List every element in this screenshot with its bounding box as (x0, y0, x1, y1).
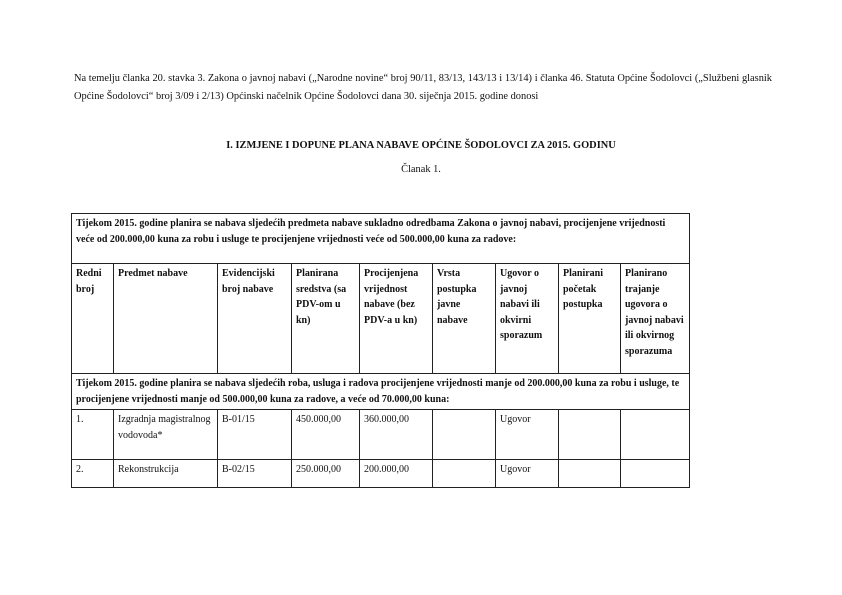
header-cell: Planirano trajanje ugovora o javnoj nabavi ili okvirnog sporazuma (621, 264, 690, 374)
header-cell: Redni broj (72, 264, 114, 374)
section-heading-above-threshold: Tijekom 2015. godine planira se nabava sljedećih predmeta nabave sukladno odredbama Zakona o javnoj nabavi, procijenjene vrijednosti veće od 200.000,00 kuna za robu i usluge te procijenjene vrijednosti veće od 500.000,00 kuna za radove: (72, 214, 690, 264)
table-cell: B-01/15 (218, 410, 292, 460)
table-row (72, 410, 690, 460)
procurement-plan-table (71, 213, 690, 488)
header-cell: Ugovor o javnoj nabavi ili okvirni sporazum (496, 264, 559, 374)
table-cell (559, 460, 621, 488)
intro-paragraph: Na temelju članka 20. stavka 3. Zakona o javnoj nabavi („Narodne novine“ broj 90/11, 83/13, 143/13 i 13/14) i članka 46. Statuta Općine Šodolovci („Službeni glasnik Općine Šodolovci“ broj 3/09 i 2/13) Općinski načelnik Općine Šodolovci dana 30. siječnja 2015. godine donosi (74, 73, 772, 102)
section-heading-below-threshold: Tijekom 2015. godine planira se nabava sljedećih roba, usluga i radova procijenjene vrijednosti manje od 200.000,00 kuna za robu i usluge, te procijenjene vrijednosti manje od 500.000,00 kuna za radove, a veće od 70.000,00 kuna: (72, 374, 690, 410)
table-cell: 200.000,00 (360, 460, 433, 488)
table-cell: Izgradnja magistralnog vodovoda* (114, 410, 218, 460)
table-cell: 450.000,00 (292, 410, 360, 460)
table-cell: 250.000,00 (292, 460, 360, 488)
header-cell: Procijenjena vrijednost nabave (bez PDV-a u kn) (360, 264, 433, 374)
table-cell (559, 410, 621, 460)
table-cell: Rekonstrukcija (114, 460, 218, 488)
table-cell: Ugovor (496, 410, 559, 460)
header-cell: Planirani početak postupka (559, 264, 621, 374)
header-cell: Vrsta postupka javne nabave (433, 264, 496, 374)
header-cell: Planirana sredstva (sa PDV-om u kn) (292, 264, 360, 374)
table-cell: 2. (72, 460, 114, 488)
table-cell (621, 460, 690, 488)
header-cell: Evidencijski broj nabave (218, 264, 292, 374)
table-row (72, 460, 690, 488)
table-cell (433, 460, 496, 488)
document-title: I. IZMJENE I DOPUNE PLANA NABAVE OPĆINE ŠODOLOVCI ZA 2015. GODINU (226, 140, 616, 151)
table-cell: 1. (72, 410, 114, 460)
article-heading: Članak 1. (401, 164, 441, 175)
table-cell (433, 410, 496, 460)
header-row (72, 264, 690, 374)
header-cell: Predmet nabave (114, 264, 218, 374)
table-cell: B-02/15 (218, 460, 292, 488)
table-cell: Ugovor (496, 460, 559, 488)
table-cell (621, 410, 690, 460)
table-cell: 360.000,00 (360, 410, 433, 460)
